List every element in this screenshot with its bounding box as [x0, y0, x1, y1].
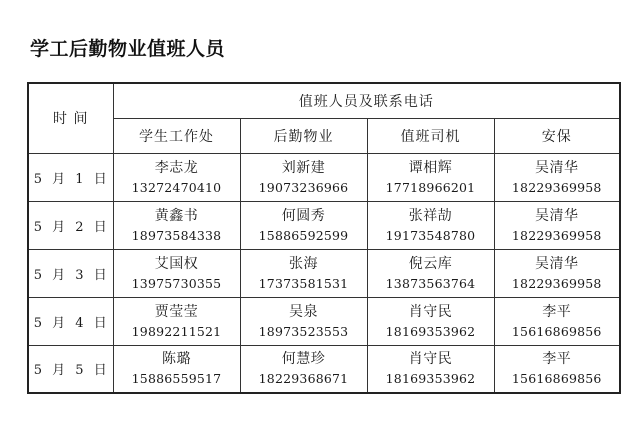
staff-cell — [367, 249, 494, 297]
staff-phone: 18229368671 — [258, 371, 349, 387]
staff-name: 何圆秀 — [281, 207, 326, 224]
staff-phone: 19073236966 — [258, 179, 349, 195]
table-row — [28, 153, 620, 201]
table-header-row — [28, 83, 620, 118]
staff-cell — [240, 297, 367, 345]
staff-name: 吴清华 — [535, 255, 579, 272]
table-row — [28, 249, 620, 297]
staff-cell — [494, 297, 620, 345]
staff-cell — [367, 201, 494, 249]
staff-cell — [240, 249, 367, 297]
staff-name: 李平 — [542, 303, 572, 320]
staff-name: 贾莹莹 — [154, 303, 199, 320]
staff-name: 刘新建 — [281, 159, 326, 176]
staff-phone: 13873563764 — [385, 275, 476, 291]
column-header-student-affairs: 学生工作处 — [113, 118, 240, 153]
staff-phone: 18229369958 — [511, 179, 602, 195]
staff-cell — [494, 345, 620, 393]
staff-cell — [494, 249, 620, 297]
staff-name: 艾国权 — [154, 255, 199, 272]
staff-name: 何慧珍 — [281, 351, 326, 368]
column-header-security: 安保 — [494, 118, 620, 153]
staff-cell — [494, 153, 620, 201]
staff-name: 李志龙 — [154, 159, 199, 176]
staff-phone: 18229369958 — [511, 275, 602, 291]
staff-cell — [240, 153, 367, 201]
time-column-header: 时 间 — [28, 83, 113, 153]
staff-phone: 18229369958 — [511, 227, 602, 243]
staff-name: 谭相辉 — [408, 159, 453, 176]
staff-phone: 15616869856 — [511, 323, 602, 339]
table-row — [28, 345, 620, 393]
staff-cell — [113, 345, 240, 393]
table-row — [28, 201, 620, 249]
staff-phone: 13272470410 — [131, 179, 222, 195]
staff-phone: 19173548780 — [385, 227, 476, 243]
staff-cell — [367, 345, 494, 393]
staff-group-header: 值班人员及联系电话 — [113, 83, 620, 118]
date-cell: 5 月 2 日 — [28, 201, 113, 249]
staff-phone: 19892211521 — [131, 323, 222, 339]
date-cell: 5 月 1 日 — [28, 153, 113, 201]
staff-phone: 17373581531 — [258, 275, 349, 291]
staff-cell — [113, 153, 240, 201]
column-header-logistics: 后勤物业 — [240, 118, 367, 153]
date-cell: 5 月 4 日 — [28, 297, 113, 345]
staff-phone: 18973584338 — [131, 227, 222, 243]
staff-name: 肖守民 — [408, 351, 453, 368]
staff-name: 陈璐 — [162, 351, 191, 368]
staff-phone: 17718966201 — [385, 179, 476, 195]
staff-name: 张海 — [289, 255, 318, 272]
staff-name: 吴清华 — [535, 207, 579, 224]
table-row — [28, 297, 620, 345]
table-subheader-row — [28, 118, 620, 153]
staff-phone: 18973523553 — [258, 323, 349, 339]
staff-phone: 18169353962 — [385, 371, 476, 387]
staff-phone: 15886559517 — [131, 371, 222, 387]
staff-name: 吴泉 — [289, 303, 318, 320]
staff-cell — [113, 201, 240, 249]
staff-phone: 15886592599 — [258, 227, 349, 243]
staff-name: 肖守民 — [408, 303, 453, 320]
staff-name: 吴清华 — [535, 159, 579, 176]
staff-name: 张祥劼 — [408, 207, 453, 224]
date-cell: 5 月 3 日 — [28, 249, 113, 297]
staff-cell — [367, 153, 494, 201]
column-header-duty-driver: 值班司机 — [367, 118, 494, 153]
staff-phone: 13975730355 — [131, 275, 222, 291]
date-cell: 5 月 5 日 — [28, 345, 113, 393]
staff-name: 黄鑫书 — [154, 207, 199, 224]
page-title: 学工后勤物业值班人员 — [30, 38, 226, 60]
staff-phone: 15616869856 — [511, 371, 602, 387]
staff-cell — [240, 201, 367, 249]
staff-cell — [113, 249, 240, 297]
staff-cell — [240, 345, 367, 393]
staff-name: 李平 — [542, 351, 572, 368]
staff-name: 倪云库 — [408, 255, 453, 272]
staff-cell — [367, 297, 494, 345]
staff-cell — [113, 297, 240, 345]
duty-roster-table — [27, 82, 621, 394]
staff-phone: 18169353962 — [385, 323, 476, 339]
staff-cell — [494, 201, 620, 249]
